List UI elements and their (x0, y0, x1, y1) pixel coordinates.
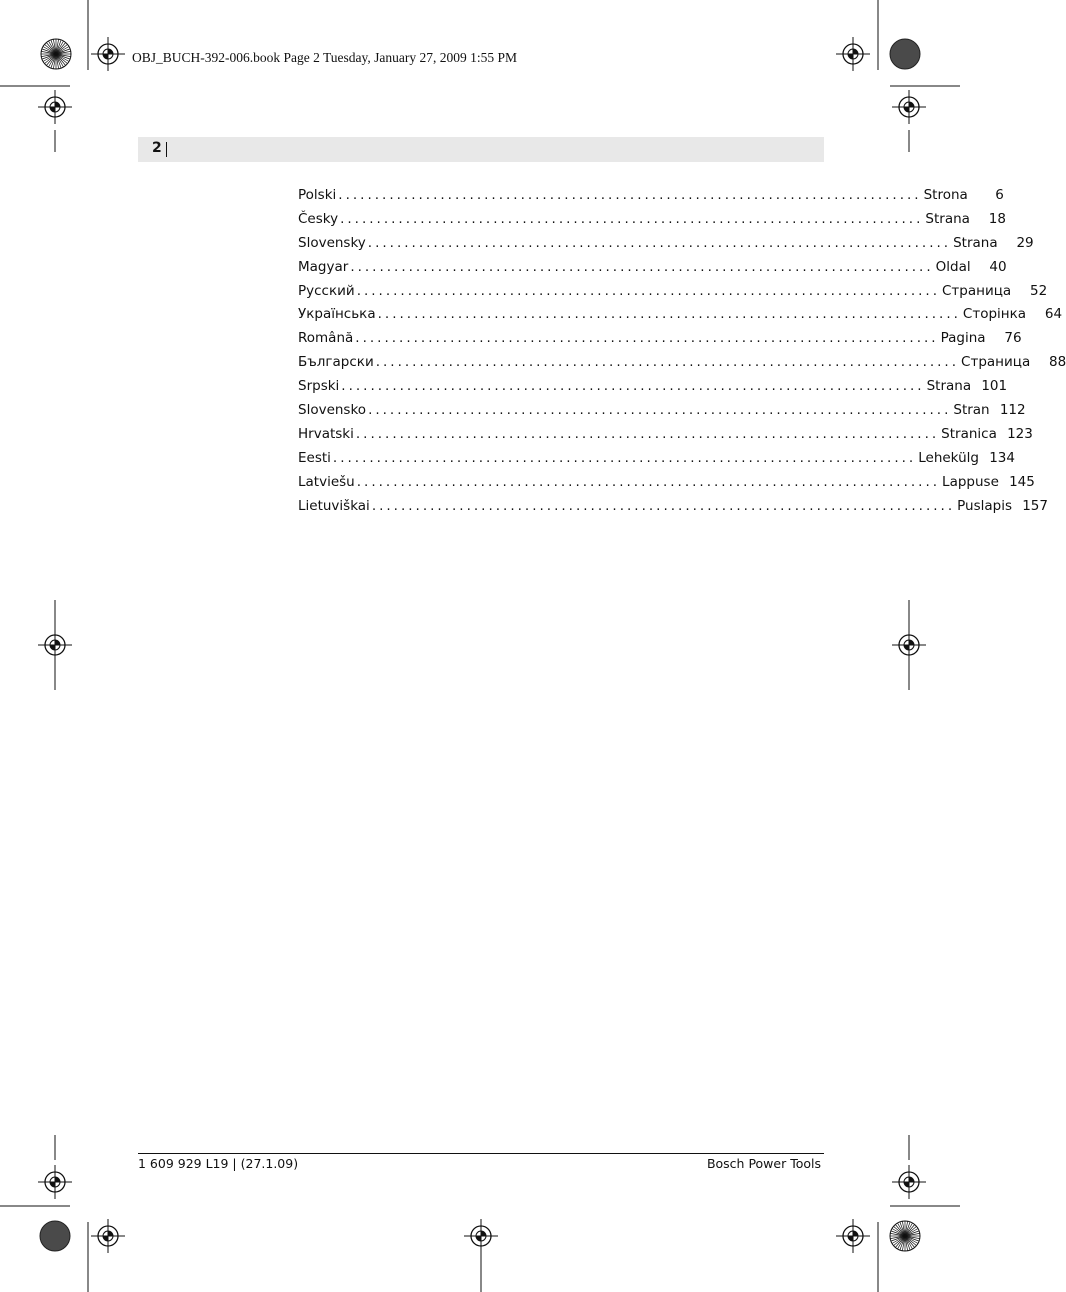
toc-dot-leader: ................................................................................ (355, 330, 939, 347)
toc-page-number: 18 (988, 210, 1006, 227)
toc-entry (298, 210, 1006, 235)
toc-page-label: Stranica (941, 425, 997, 442)
registration-crosshair-icon (836, 1219, 870, 1253)
toc-language: Українська (298, 306, 376, 323)
toc-dot-leader: ................................................................................ (375, 354, 960, 371)
toc-language: Slovensko (298, 402, 367, 419)
toc-page-number: 145 (1009, 473, 1035, 490)
footer-brand: Bosch Power Tools (706, 1156, 821, 1171)
toc-entry (298, 449, 1015, 474)
registration-crosshair-icon (38, 1165, 72, 1199)
toc-dot-leader: ................................................................................ (332, 449, 917, 466)
toc-entry (298, 473, 1035, 498)
toc-page-label: Strana (926, 378, 972, 395)
toc-dot-leader: ................................................................................ (368, 402, 952, 419)
toc-language: Български (298, 354, 374, 371)
page-number: 2 (152, 140, 162, 156)
toc-page-label: Strana (953, 234, 998, 251)
toc-page-number: 112 (999, 402, 1026, 419)
toc-page-label: Puslapis (957, 497, 1012, 514)
toc-page-label: Strana (925, 210, 970, 227)
toc-entry (298, 187, 1004, 211)
registration-crosshair-icon (91, 1219, 125, 1253)
toc-language: Русский (298, 282, 355, 299)
page-header-bar (138, 137, 824, 162)
toc-page-label: Страница (942, 282, 1012, 299)
toc-language: Română (298, 330, 354, 347)
toc-page-label: Страница (961, 354, 1031, 371)
toc-dot-leader: ................................................................................ (356, 282, 940, 299)
toc-page-number: 134 (989, 449, 1015, 466)
toc-entry (298, 378, 1008, 402)
toc-entry (298, 330, 1022, 354)
toc-entry (298, 282, 1048, 307)
toc-dot-leader: ................................................................................ (367, 234, 952, 251)
registration-crosshair-icon (836, 37, 870, 71)
toc-entry (298, 234, 1034, 259)
registration-crosshair-icon (892, 628, 926, 662)
toc-page-number: 40 (989, 258, 1007, 275)
toc-dot-leader: ................................................................................ (350, 258, 934, 275)
toc-dot-leader: ................................................................................ (371, 497, 956, 514)
toc-page-number: 6 (995, 187, 1004, 203)
toc-page-label: Lehekülg (918, 449, 979, 466)
toc-language: Magyar (298, 258, 349, 275)
toc-dot-leader: ................................................................................ (356, 473, 941, 490)
toc-page-number: 76 (1004, 330, 1022, 347)
toc-page-label: Pagina (940, 330, 986, 347)
toc-dot-leader: ................................................................................ (340, 210, 924, 227)
toc-language: Eesti (298, 449, 331, 466)
toc-page-number: 29 (1016, 234, 1034, 251)
grey-swatch-icon (890, 39, 920, 69)
registration-crosshair-icon (892, 1165, 926, 1199)
toc-language: Slovensky (298, 234, 366, 251)
toc-language: Srpski (298, 378, 340, 395)
toc-entry (298, 425, 1033, 450)
toc-page-number: 52 (1030, 282, 1048, 299)
registration-starburst-icon (890, 1221, 920, 1251)
toc-page-number: 88 (1049, 354, 1066, 371)
toc-entry (298, 354, 1066, 378)
toc-page-number: 123 (1007, 425, 1033, 442)
registration-crosshair-icon (38, 628, 72, 662)
toc-language: Hrvatski (298, 425, 354, 442)
toc-dot-leader: ................................................................................ (355, 425, 940, 442)
toc-dot-leader: ................................................................................ (341, 378, 925, 395)
table-of-contents (298, 187, 1066, 521)
toc-language: Latviešu (298, 473, 355, 490)
toc-dot-leader: ................................................................................ (377, 306, 961, 323)
registration-starburst-icon (41, 39, 71, 69)
toc-page-number: 157 (1022, 497, 1048, 514)
grey-swatch-icon (40, 1221, 70, 1251)
toc-dot-leader: ................................................................................ (338, 187, 922, 203)
header-separator (166, 142, 167, 157)
registration-crosshair-icon (38, 90, 72, 124)
registration-crosshair-icon (91, 37, 125, 71)
toc-page-label: Stran (953, 402, 990, 419)
toc-entry (298, 258, 1007, 283)
toc-page-label: Strona (923, 187, 968, 203)
print-slug: OBJ_BUCH-392-006.book Page 2 Tuesday, January 27, 2009 1:55 PM (132, 50, 518, 65)
toc-language: Polski (298, 187, 337, 203)
toc-entry (298, 497, 1048, 522)
toc-page-label: Сторінка (962, 306, 1027, 323)
toc-language: Lietuviškai (298, 497, 370, 514)
toc-page-number: 64 (1044, 306, 1063, 323)
footer-rule (138, 1153, 824, 1154)
footer-doc-code: 1 609 929 L19 | (27.1.09) (138, 1156, 299, 1171)
registration-crosshair-icon (892, 90, 926, 124)
toc-page-number: 101 (981, 378, 1008, 395)
toc-page-label: Oldal (935, 258, 971, 275)
toc-language: Česky (298, 210, 339, 227)
toc-entry (298, 306, 1063, 330)
toc-page-label: Lappuse (942, 473, 999, 490)
toc-entry (298, 402, 1026, 426)
